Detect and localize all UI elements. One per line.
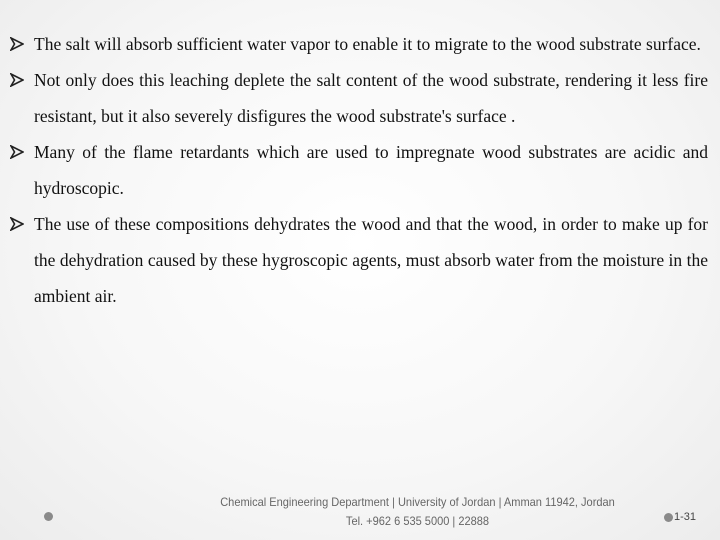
- footer-phone-line: Tel. +962 6 535 5000 | 22888: [345, 514, 490, 528]
- slide-footer: [0, 490, 720, 540]
- bullet-text: The salt will absorb sufficient water vapor to enable it to migrate to the wood substrate surface.: [34, 34, 701, 54]
- arrowhead-bullet-icon: [10, 134, 28, 170]
- footer-text: [199, 493, 636, 531]
- bullet-item: [10, 62, 708, 134]
- bullet-list: [10, 26, 708, 314]
- bullet-item: [10, 134, 708, 206]
- arrowhead-bullet-icon: [10, 62, 28, 98]
- bullet-item: [10, 206, 708, 314]
- bullet-item: [10, 26, 708, 62]
- arrowhead-bullet-icon: [10, 206, 28, 242]
- bullet-text: Many of the flame retardants which are used to impregnate wood substrates are acidic and hydroscopic.: [34, 142, 708, 198]
- arrowhead-bullet-icon: [10, 26, 28, 62]
- bullet-text: The use of these compositions dehydrates the wood and that the wood, in order to make up for the dehydration caused by these hygroscopic agents, must absorb water from the moisture in the ambient air.: [34, 214, 708, 306]
- page-number-group: [664, 507, 696, 527]
- page-number: 1-31: [674, 511, 697, 523]
- dot-icon: [664, 513, 673, 522]
- footer-department-line: Chemical Engineering Department | University of Jordan | Amman 11942, Jordan: [220, 495, 615, 509]
- bullet-text: Not only does this leaching deplete the salt content of the wood substrate, rendering it less fire resistant, but it also severely disfigures the wood substrate's surface .: [34, 70, 708, 126]
- dot-icon: [44, 512, 53, 521]
